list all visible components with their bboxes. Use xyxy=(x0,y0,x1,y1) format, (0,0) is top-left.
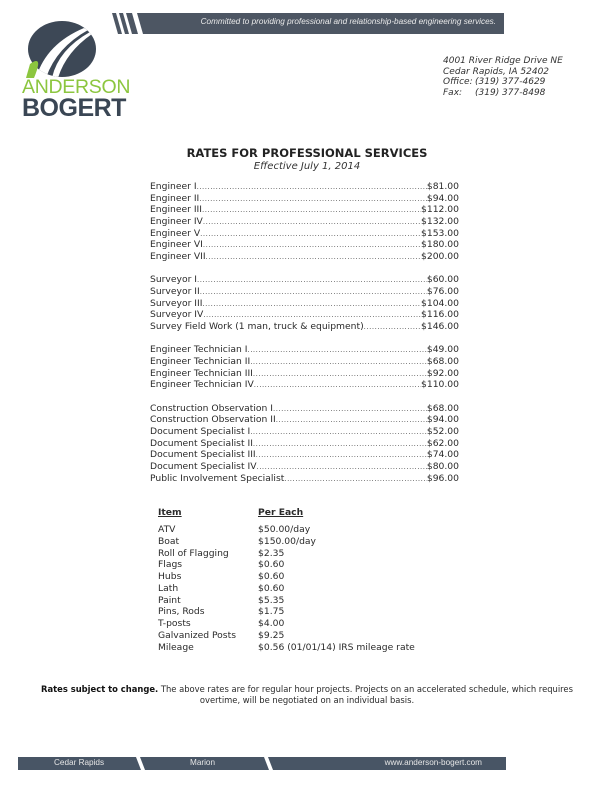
table-row xyxy=(158,524,415,536)
footer-location-cedar-rapids: Cedar Rapids xyxy=(54,758,105,767)
dot-leader xyxy=(250,428,427,436)
rate-price: $153.00 xyxy=(421,227,459,239)
rate-price: $96.00 xyxy=(426,472,459,484)
rate-row xyxy=(150,426,459,438)
dot-leader xyxy=(247,346,426,354)
dot-leader xyxy=(256,451,427,459)
table-row xyxy=(158,583,415,595)
rate-row xyxy=(150,368,459,380)
rate-label: Public Involvement Specialist xyxy=(150,472,285,484)
item-price: $0.60 xyxy=(258,582,285,594)
dot-leader xyxy=(284,475,427,483)
rate-price: $81.00 xyxy=(426,181,459,192)
rate-row xyxy=(150,286,459,298)
rate-row xyxy=(150,344,459,356)
dot-leader xyxy=(364,323,421,331)
table-row xyxy=(158,571,415,583)
footer-location-marion: Marion xyxy=(190,758,216,767)
document-title: RATES FOR PROFESSIONAL SERVICES xyxy=(186,146,428,160)
rate-price: $110.00 xyxy=(421,379,459,391)
rate-row xyxy=(150,414,459,426)
dot-leader xyxy=(256,463,426,471)
rate-price: $92.00 xyxy=(426,367,459,379)
rate-label: Engineer I xyxy=(150,181,197,192)
rate-label: Engineer II xyxy=(150,192,200,204)
table-row xyxy=(158,536,415,548)
rate-row xyxy=(150,321,459,333)
rate-price: $80.00 xyxy=(426,460,459,472)
rate-label: Construction Observation II xyxy=(150,414,276,426)
rate-label: Document Specialist IV xyxy=(150,460,257,472)
rate-price: $49.00 xyxy=(426,344,459,356)
dot-leader xyxy=(206,253,421,261)
dot-leader xyxy=(202,206,421,214)
rate-row xyxy=(150,193,459,205)
rate-label: Surveyor IV xyxy=(150,309,204,321)
rate-label: Document Specialist I xyxy=(150,425,251,437)
item-price: $0.60 xyxy=(258,571,285,582)
rate-label: Construction Observation I xyxy=(150,402,273,414)
rate-group xyxy=(150,181,459,263)
company-logo xyxy=(22,20,131,122)
fax-label: Fax: xyxy=(443,87,463,98)
footer-banner xyxy=(18,757,506,770)
item-name: Galvanized Posts xyxy=(158,629,236,641)
table-row xyxy=(158,630,415,642)
dot-leader xyxy=(276,416,427,424)
rate-group xyxy=(150,274,459,332)
company-address xyxy=(443,56,563,98)
office-phone-row xyxy=(443,77,563,88)
dot-leader xyxy=(203,311,421,319)
rate-group xyxy=(150,403,459,485)
rate-label: Engineer VII xyxy=(150,251,206,263)
rate-label: Document Specialist II xyxy=(150,437,253,449)
fax-number: (319) 377-8498 xyxy=(475,87,546,98)
rate-price: $68.00 xyxy=(426,355,459,367)
item-name: Boat xyxy=(158,535,180,547)
rate-label: Engineer Technician III xyxy=(150,367,253,379)
dot-leader xyxy=(197,276,427,284)
item-price: $5.35 xyxy=(258,594,285,606)
fax-row xyxy=(443,88,563,99)
rate-row xyxy=(150,403,459,415)
banner-stripes-icon xyxy=(112,13,182,34)
items-table xyxy=(158,507,415,653)
rate-price: $116.00 xyxy=(421,309,459,321)
rate-label: Document Specialist III xyxy=(150,449,256,461)
column-header-item: Item xyxy=(158,507,182,518)
rate-price: $94.00 xyxy=(426,414,459,426)
rate-price: $68.00 xyxy=(426,402,459,414)
rate-label: Surveyor III xyxy=(150,297,203,309)
item-name: Paint xyxy=(158,594,181,606)
rate-label: Engineer V xyxy=(150,227,201,239)
item-price: $150.00/day xyxy=(258,535,316,547)
rate-row xyxy=(150,438,459,450)
dot-leader xyxy=(203,218,421,226)
rate-label: Engineer Technician II xyxy=(150,355,251,367)
table-row xyxy=(158,595,415,607)
company-tagline: Committed to providing professional and relationship-based engineering services. xyxy=(200,17,496,26)
dot-leader xyxy=(250,358,427,366)
item-price: $0.60 xyxy=(258,559,285,571)
rate-row xyxy=(150,251,459,263)
item-name: Flags xyxy=(158,559,183,571)
dot-leader xyxy=(203,241,421,249)
rate-row xyxy=(150,309,459,321)
dot-leader xyxy=(253,440,427,448)
rate-row xyxy=(150,181,459,193)
header-banner xyxy=(112,13,504,34)
rate-row xyxy=(150,356,459,368)
table-row xyxy=(158,618,415,630)
logo-text-bogert: BOGERT xyxy=(22,94,126,122)
address-city: Cedar Rapids, IA 52402 xyxy=(443,66,550,77)
rate-row xyxy=(150,473,459,485)
rate-price: $132.00 xyxy=(421,216,459,228)
rate-row xyxy=(150,239,459,251)
item-name: Hubs xyxy=(158,571,182,582)
item-name: ATV xyxy=(158,524,176,535)
item-name: Mileage xyxy=(158,641,194,653)
rates-note-bold: Rates subject to change. xyxy=(41,684,159,694)
item-name: T-posts xyxy=(158,618,191,629)
rate-row xyxy=(150,449,459,461)
dot-leader xyxy=(199,195,427,203)
address-street: 4001 River Ridge Drive NE xyxy=(443,56,563,66)
rate-price: $180.00 xyxy=(421,239,459,251)
rate-row xyxy=(150,274,459,286)
logo-text-anderson: ANDERSON xyxy=(22,76,131,98)
dot-leader xyxy=(254,381,421,389)
rate-row xyxy=(150,204,459,216)
rate-label: Surveyor II xyxy=(150,286,200,297)
dot-leader xyxy=(202,300,421,308)
rate-price: $60.00 xyxy=(426,274,459,286)
rate-row xyxy=(150,228,459,240)
rate-label: Surveyor I xyxy=(150,274,197,286)
footer-website-link[interactable]: www.anderson-bogert.com xyxy=(384,758,482,767)
rate-label: Survey Field Work (1 man, truck & equipment) xyxy=(150,321,364,333)
rate-row xyxy=(150,216,459,228)
rate-label: Engineer VI xyxy=(150,239,203,251)
rates-note xyxy=(40,684,574,706)
rates-note-text: The above rates are for regular hour projects. Projects on an accelerated schedule, which requires overtime, will be negotiated on an individual basis. xyxy=(158,684,573,705)
rate-price: $94.00 xyxy=(426,192,459,204)
rate-price: $200.00 xyxy=(421,251,459,263)
table-row xyxy=(158,559,415,571)
item-price: $50.00/day xyxy=(258,524,311,535)
rate-price: $112.00 xyxy=(421,204,459,216)
column-header-per-each: Per Each xyxy=(258,507,304,518)
rate-price: $74.00 xyxy=(426,449,459,461)
rate-group xyxy=(150,344,459,391)
dot-leader xyxy=(200,288,427,296)
rate-label: Engineer Technician IV xyxy=(150,379,254,391)
item-name: Roll of Flagging xyxy=(158,547,229,559)
dot-leader xyxy=(197,183,427,191)
table-row xyxy=(158,548,415,560)
rate-price: $52.00 xyxy=(426,425,459,437)
item-price: $4.00 xyxy=(258,618,285,629)
item-price: $0.56 (01/01/14) IRS mileage rate xyxy=(258,641,415,653)
rate-row xyxy=(150,298,459,310)
rate-price: $104.00 xyxy=(421,297,459,309)
office-label: Office: xyxy=(443,77,473,87)
table-row xyxy=(158,642,415,654)
dot-leader xyxy=(253,370,427,378)
rate-row xyxy=(150,461,459,473)
dot-leader xyxy=(273,405,427,413)
items-table-header xyxy=(158,507,415,524)
rate-price: $62.00 xyxy=(426,437,459,449)
road-emblem-icon xyxy=(24,20,96,78)
rate-row xyxy=(150,379,459,391)
item-name: Lath xyxy=(158,582,179,594)
table-row xyxy=(158,606,415,618)
document-subtitle: Effective July 1, 2014 xyxy=(253,161,361,172)
rate-label: Engineer III xyxy=(150,204,202,216)
office-phone: (319) 377-4629 xyxy=(475,77,546,87)
item-price: $1.75 xyxy=(258,606,285,618)
item-price: $2.35 xyxy=(258,547,285,559)
rate-label: Engineer IV xyxy=(150,216,203,228)
rate-list xyxy=(150,181,459,496)
item-price: $9.25 xyxy=(258,629,285,641)
item-name: Pins, Rods xyxy=(158,606,205,618)
rate-price: $76.00 xyxy=(426,286,459,297)
rate-label: Engineer Technician I xyxy=(150,344,248,356)
dot-leader xyxy=(200,230,421,238)
rate-price: $146.00 xyxy=(421,321,459,333)
